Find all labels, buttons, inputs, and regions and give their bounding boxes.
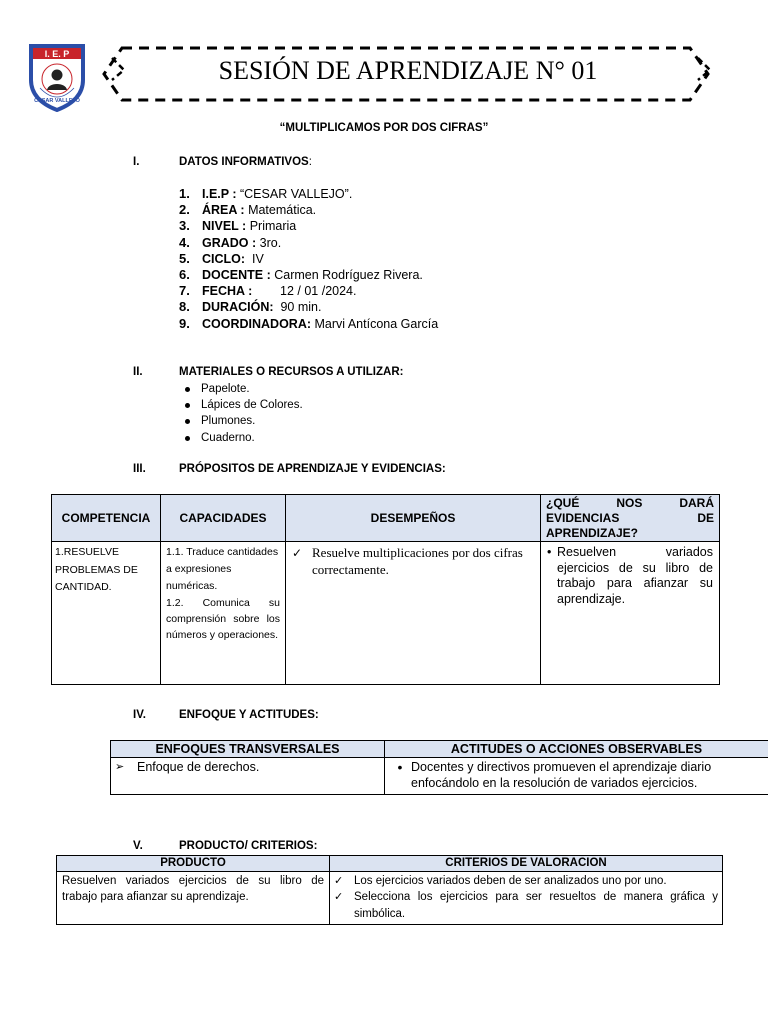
school-crest-logo bbox=[28, 42, 86, 112]
bullet-icon: • bbox=[397, 759, 403, 775]
competencia-cell: 1.RESUELVE PROBLEMAS DE CANTIDAD. bbox=[52, 542, 161, 685]
datos-informativos-list bbox=[179, 186, 438, 332]
page-title: SESIÓN DE APRENDIZAJE N° 01 bbox=[218, 56, 598, 85]
propositos-table bbox=[51, 494, 720, 685]
checkmark-icon: ✓ bbox=[334, 875, 344, 887]
header-criterios: CRITERIOS DE VALORACION bbox=[330, 856, 723, 872]
header-desempenos: DESEMPEÑOS bbox=[286, 495, 541, 542]
criterios-cell bbox=[330, 872, 723, 925]
enfoque-table bbox=[110, 740, 768, 795]
evidencias-cell bbox=[541, 542, 720, 685]
section-5-title: PRODUCTO/ CRITERIOS: bbox=[179, 840, 318, 852]
svg-text:CESAR VALLEJO: CESAR VALLEJO bbox=[34, 98, 80, 104]
section-2-number: II. bbox=[133, 366, 143, 378]
criterio-text: Selecciona los ejercicios para ser resueltos de manera gráfica y simbólica. bbox=[354, 891, 718, 920]
list-item: 2. ÁREA : Matemática. bbox=[179, 202, 317, 218]
list-item: 9. COORDINADORA: Marvi Antícona García bbox=[179, 315, 439, 331]
list-item: 7. FECHA : 12 / 01 /2024. bbox=[179, 283, 357, 299]
header-evidencias: ¿QUÉ NOS DARÁ EVIDENCIAS DE APRENDIZAJE? bbox=[541, 495, 720, 542]
list-item: Papelote. bbox=[184, 381, 303, 397]
desempeno-text: Resuelve multiplicaciones por dos cifras correctamente. bbox=[312, 545, 523, 577]
table-row bbox=[57, 872, 723, 925]
enfoque-cell bbox=[111, 758, 385, 795]
section-3-number: III. bbox=[133, 463, 146, 475]
list-item: 6. DOCENTE : Carmen Rodríguez Rivera. bbox=[179, 267, 423, 283]
section-2-title: MATERIALES O RECURSOS A UTILIZAR: bbox=[179, 366, 404, 378]
arrowhead-bullet-icon: ➢ bbox=[115, 761, 125, 773]
evidencia-text: Resuelven variados ejercicios de su libro de trabajo para afianzar su aprendizaje. bbox=[557, 545, 713, 606]
criterio-text: Los ejercicios variados deben de ser analizados uno por uno. bbox=[354, 875, 667, 887]
list-item: Cuaderno. bbox=[184, 430, 303, 446]
header-producto: PRODUCTO bbox=[57, 856, 330, 872]
producto-table bbox=[56, 855, 723, 925]
producto-cell: Resuelven variados ejercicios de su libro de trabajo para afianzar su aprendizaje. bbox=[57, 872, 330, 925]
capacidades-cell bbox=[161, 542, 286, 685]
session-subtitle: “MULTIPLICAMOS POR DOS CIFRAS” bbox=[279, 122, 489, 134]
svg-text:I. E. P: I. E. P bbox=[44, 49, 70, 59]
capacidad-1: 1.1. Traduce cantidades a expresiones numéricas. bbox=[166, 546, 279, 592]
section-3-title: PRÓPOSITOS DE APRENDIZAJE Y EVIDENCIAS: bbox=[179, 463, 446, 475]
enfoque-text: Enfoque de derechos. bbox=[137, 760, 260, 774]
section-1-number: I. bbox=[133, 156, 140, 168]
list-item: 1. I.E.P : “CESAR VALLEJO”. bbox=[179, 186, 353, 201]
section-1-title: DATOS INFORMATIVOS: bbox=[179, 156, 312, 168]
checkmark-icon: ✓ bbox=[334, 891, 344, 904]
table-row bbox=[111, 758, 768, 795]
section-4-title: ENFOQUE Y ACTITUDES: bbox=[179, 709, 319, 721]
section-5-number: V. bbox=[133, 840, 143, 852]
actitud-text: Docentes y directivos promueven el aprendizaje diario enfocándolo en la resolución de variados ejercicios. bbox=[411, 760, 712, 790]
section-4-number: IV. bbox=[133, 709, 147, 721]
capacidad-2: 1.2. Comunica su comprensión sobre los números y operaciones. bbox=[166, 597, 280, 641]
bullet-icon: • bbox=[547, 545, 552, 559]
table-row bbox=[52, 542, 720, 685]
list-item: 5. CICLO: IV bbox=[179, 250, 264, 266]
header-capacidades: CAPACIDADES bbox=[161, 495, 286, 542]
header-competencia: COMPETENCIA bbox=[52, 495, 161, 542]
header-actitudes: ACTITUDES O ACCIONES OBSERVABLES bbox=[385, 741, 768, 758]
checkmark-icon: ✓ bbox=[292, 546, 303, 560]
list-item: 8. DURACIÓN: 90 min. bbox=[179, 299, 322, 315]
header-enfoques: ENFOQUES TRANSVERSALES bbox=[111, 741, 385, 758]
list-item: 3. NIVEL : Primaria bbox=[179, 218, 297, 234]
materiales-list bbox=[184, 381, 303, 446]
list-item: Plumones. bbox=[184, 413, 303, 429]
list-item: Lápices de Colores. bbox=[184, 397, 303, 413]
desempenos-cell bbox=[286, 542, 541, 685]
actitud-cell bbox=[385, 758, 768, 795]
list-item: 4. GRADO : 3ro. bbox=[179, 234, 282, 250]
